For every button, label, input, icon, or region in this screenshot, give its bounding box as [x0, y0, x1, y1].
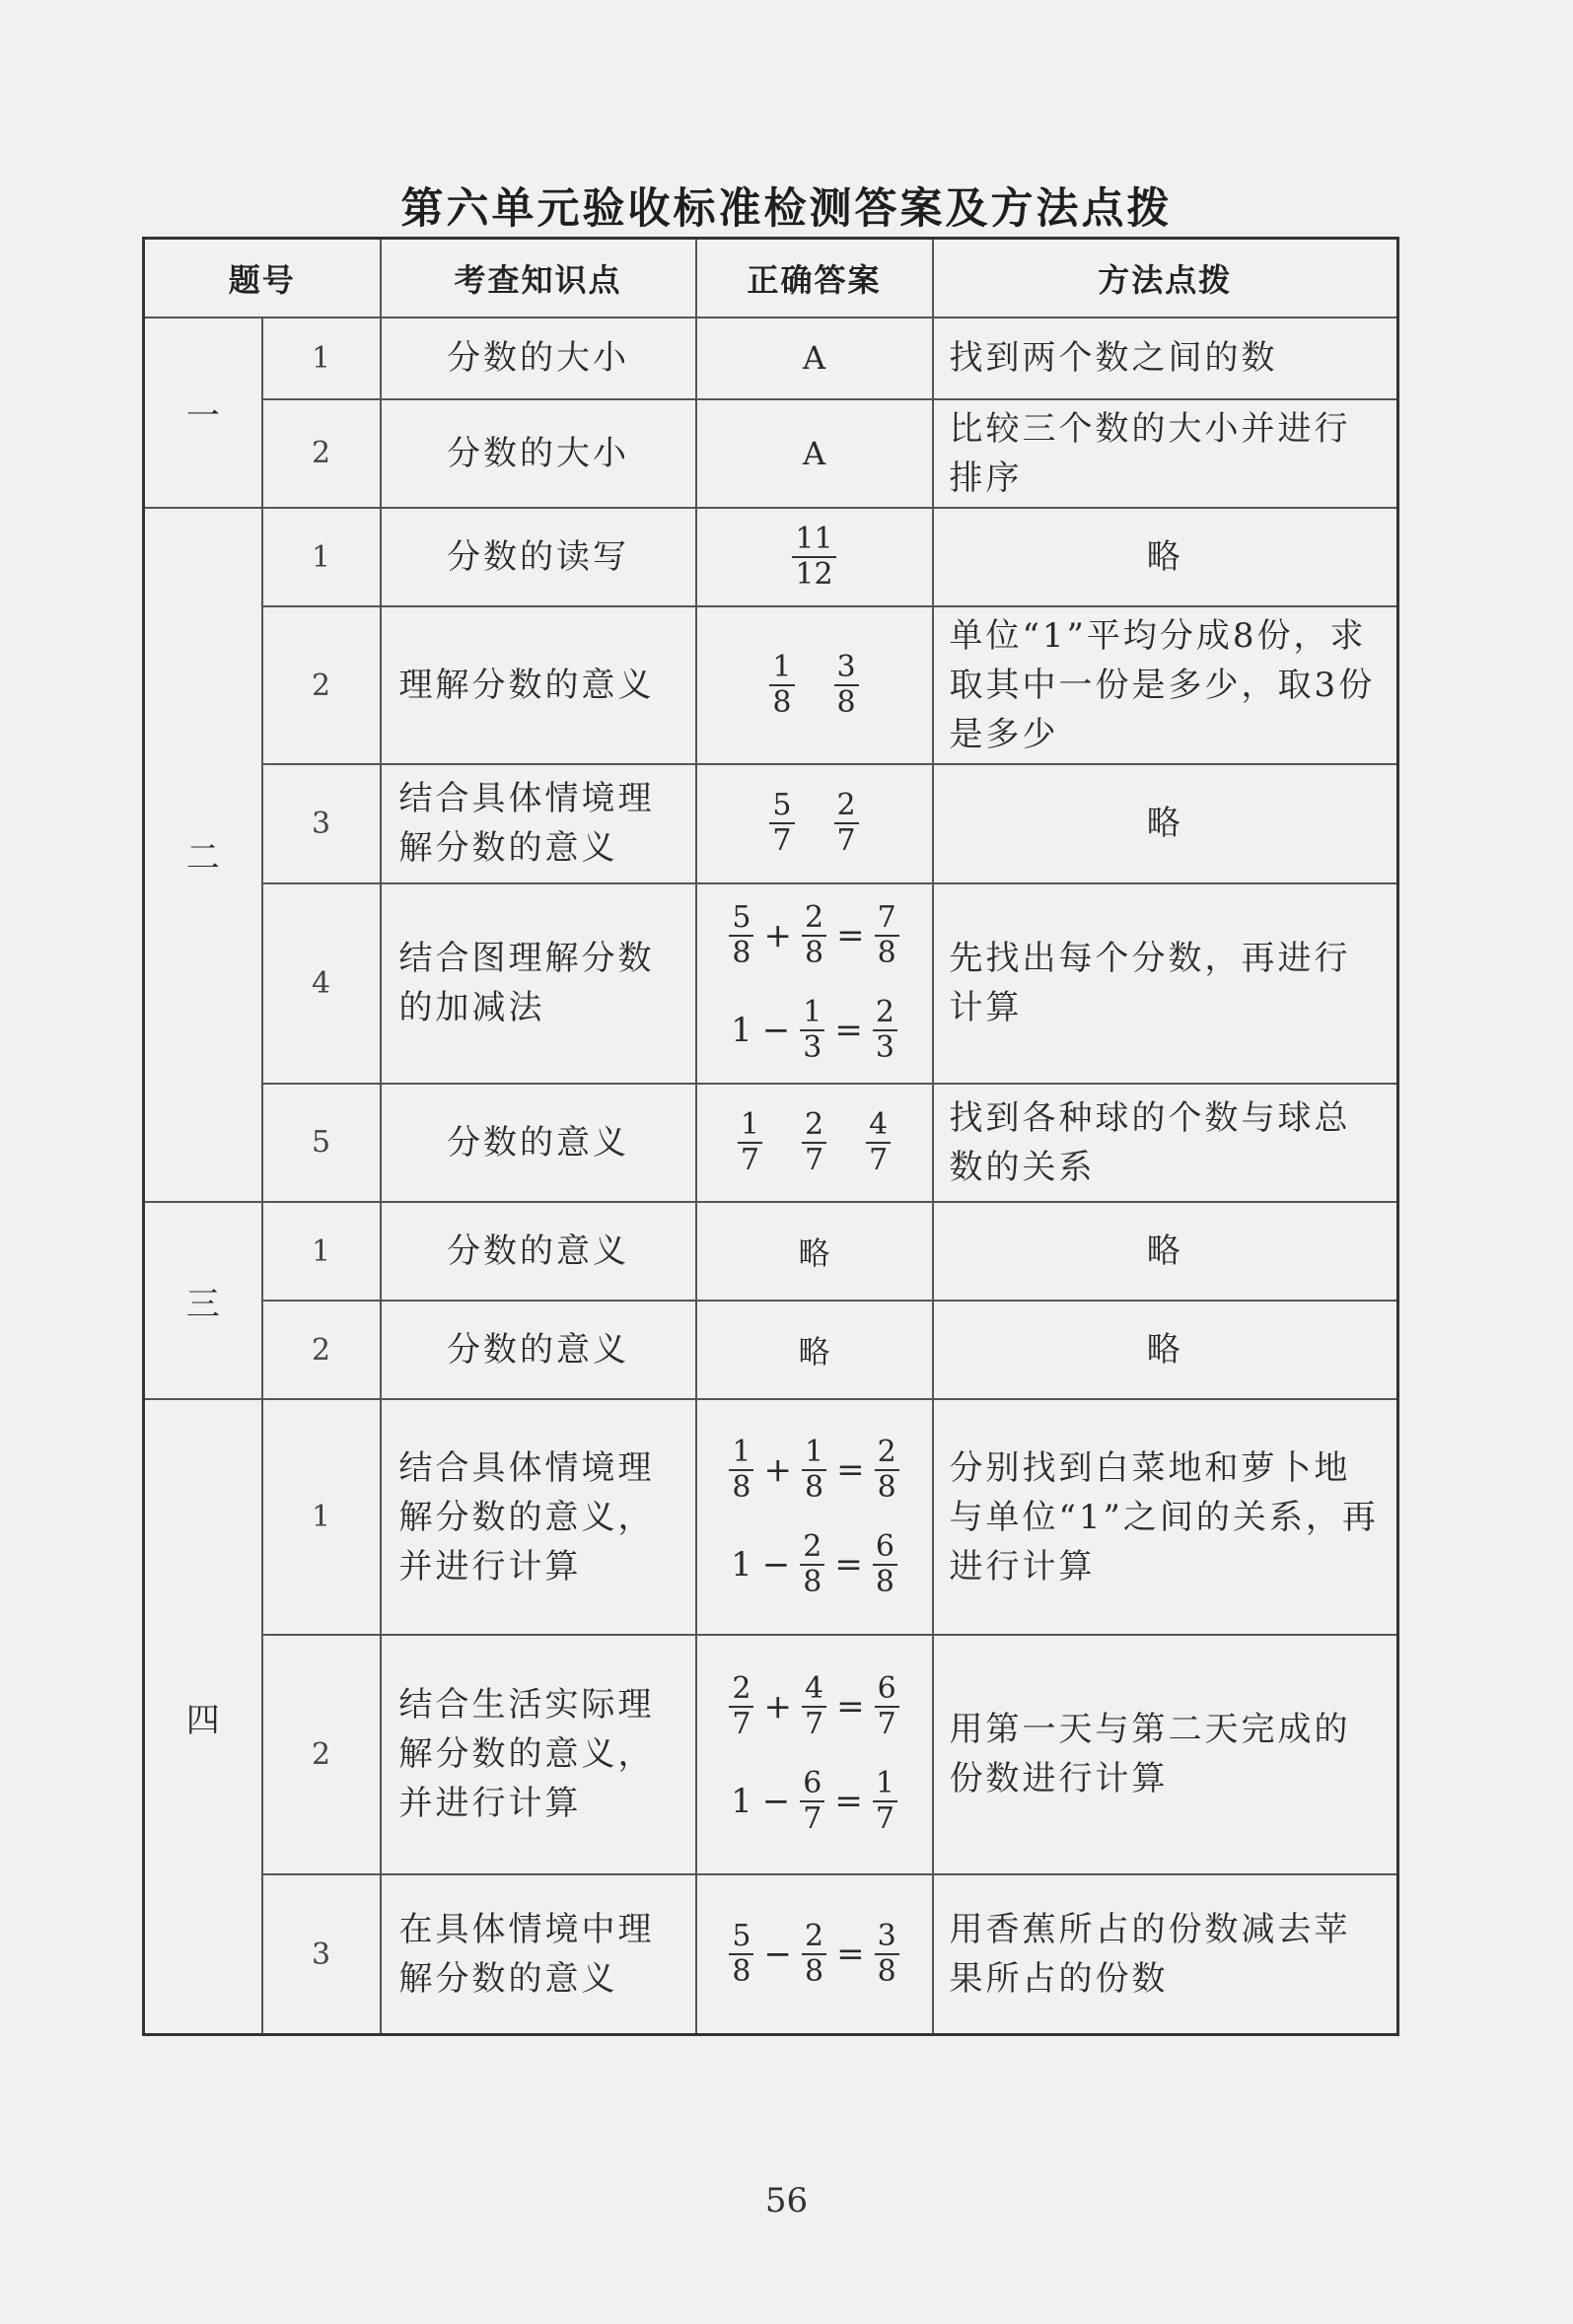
header-topic: 考查知识点 [381, 239, 696, 317]
table-row [144, 508, 1398, 606]
equation: $\frac{1}{8}$ + $\frac{1}{8}$ = $\frac{2}{8}$ [729, 1436, 898, 1505]
topic-cell: 分数的读写 [381, 508, 696, 606]
answer-cell [696, 883, 933, 1084]
answer-cell [696, 1635, 933, 1874]
topic-cell: 理解分数的意义 [381, 606, 696, 764]
header-method: 方法点拨 [933, 239, 1398, 317]
topic-cell: 分数的大小 [381, 399, 696, 508]
equation: 1 − $\frac{1}{3}$ = $\frac{2}{3}$ [731, 996, 897, 1065]
table-row [144, 1202, 1398, 1301]
method-cell: 略 [933, 1202, 1398, 1301]
method-cell: 用第一天与第二天完成的份数进行计算 [933, 1635, 1398, 1874]
fraction: $\frac{1}{7}$ [738, 1108, 762, 1177]
table-row [144, 1874, 1398, 2034]
table-row [144, 317, 1398, 399]
row-number: 1 [262, 508, 381, 606]
method-cell: 先找出每个分数，再进行计算 [933, 883, 1398, 1084]
table-row [144, 1301, 1398, 1399]
topic-cell: 在具体情境中理解分数的意义 [381, 1874, 696, 2034]
header-question-no: 题号 [144, 239, 381, 317]
method-cell: 用香蕉所占的份数减去苹果所占的份数 [933, 1874, 1398, 2034]
row-number: 5 [262, 1084, 381, 1202]
header-row [144, 239, 1398, 317]
answer-cell [696, 1084, 933, 1202]
answer-cell: A [696, 317, 933, 399]
page-number: 56 [764, 2181, 809, 2220]
equation: $\frac{5}{8}$ + $\frac{2}{8}$ = $\frac{7}{8}$ [729, 901, 898, 970]
row-number: 1 [262, 1399, 381, 1634]
table-row [144, 883, 1398, 1084]
equation: 1 − $\frac{6}{7}$ = $\frac{1}{7}$ [731, 1767, 897, 1836]
section-label: 一 [144, 317, 262, 508]
row-number: 3 [262, 764, 381, 882]
equation: $\frac{5}{8}$ − $\frac{2}{8}$ = $\frac{3}{8}$ [697, 1920, 932, 1989]
row-number: 1 [262, 1202, 381, 1301]
row-number: 2 [262, 1301, 381, 1399]
method-cell: 比较三个数的大小并进行排序 [933, 399, 1398, 508]
row-number: 2 [262, 606, 381, 764]
fraction: $\frac{1}{8}$ [769, 651, 794, 720]
topic-cell: 结合具体情境理解分数的意义 [381, 764, 696, 882]
answer-cell: 略 [696, 1301, 933, 1399]
topic-cell: 分数的大小 [381, 317, 696, 399]
topic-cell: 结合具体情境理解分数的意义，并进行计算 [381, 1399, 696, 1634]
topic-cell: 分数的意义 [381, 1301, 696, 1399]
answer-cell [696, 606, 933, 764]
table-row [144, 1084, 1398, 1202]
equation: 1 − $\frac{2}{8}$ = $\frac{6}{8}$ [731, 1530, 897, 1599]
header-answer: 正确答案 [696, 239, 933, 317]
table-row [144, 399, 1398, 508]
answer-cell [696, 1874, 933, 2034]
section-label: 二 [144, 508, 262, 1202]
row-number: 3 [262, 1874, 381, 2034]
fraction: $\frac{2}{7}$ [834, 789, 859, 858]
answer-cell [696, 1399, 933, 1634]
row-number: 2 [262, 399, 381, 508]
answer-table [142, 237, 1399, 2036]
answer-cell: A [696, 399, 933, 508]
equation: $\frac{2}{7}$ + $\frac{4}{7}$ = $\frac{6}{7}$ [729, 1672, 898, 1741]
method-cell: 略 [933, 764, 1398, 882]
table-row [144, 606, 1398, 764]
table-row [144, 764, 1398, 882]
answer-cell [696, 508, 933, 606]
method-cell: 略 [933, 1301, 1398, 1399]
section-label: 四 [144, 1399, 262, 2034]
method-cell: 找到各种球的个数与球总数的关系 [933, 1084, 1398, 1202]
fraction: $\frac{2}{7}$ [802, 1108, 826, 1177]
answer-cell: 略 [696, 1202, 933, 1301]
answer-cell [696, 764, 933, 882]
fraction: $\frac{3}{8}$ [834, 651, 859, 720]
topic-cell: 分数的意义 [381, 1202, 696, 1301]
fraction: $\frac{5}{7}$ [769, 789, 794, 858]
page-title: 第六单元验收标准检测答案及方法点拨 [400, 184, 1173, 234]
topic-cell: 结合图理解分数的加减法 [381, 883, 696, 1084]
row-number: 1 [262, 317, 381, 399]
method-cell: 分别找到白菜地和萝卜地与单位“1”之间的关系，再进行计算 [933, 1399, 1398, 1634]
row-number: 2 [262, 1635, 381, 1874]
method-cell: 单位“1”平均分成8份，求取其中一份是多少，取3份是多少 [933, 606, 1398, 764]
fraction: $\frac{11}{12}$ [792, 523, 835, 592]
method-cell: 找到两个数之间的数 [933, 317, 1398, 399]
topic-cell: 结合生活实际理解分数的意义，并进行计算 [381, 1635, 696, 1874]
fraction: $\frac{4}{7}$ [866, 1108, 891, 1177]
table-row [144, 1399, 1398, 1634]
topic-cell: 分数的意义 [381, 1084, 696, 1202]
method-cell: 略 [933, 508, 1398, 606]
row-number: 4 [262, 883, 381, 1084]
section-label: 三 [144, 1202, 262, 1399]
table-row [144, 1635, 1398, 1874]
